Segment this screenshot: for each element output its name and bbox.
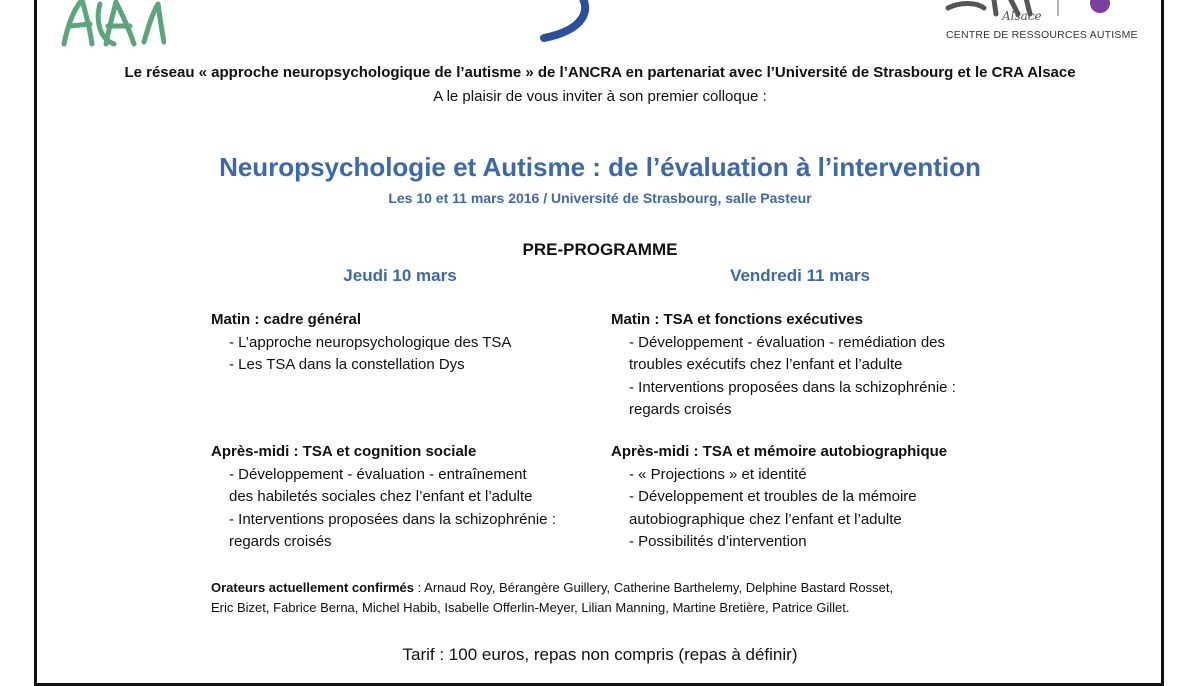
session-item: - Interventions proposées dans la schizophrénie : [629,378,956,396]
session-item: - Développement - évaluation - entraînement [229,465,527,483]
intro-line-2: A le plaisir de vous inviter à son premier colloque : [433,88,767,105]
day-heading-friday: Vendredi 11 mars [730,266,870,285]
session-item: - L’approche neuropsychologique des TSA [229,333,512,351]
university-logo [540,0,600,46]
logo-word: Alsace [1002,9,1042,23]
friday-afternoon-block [611,441,947,554]
session-heading: Matin : cadre général [211,311,362,328]
thursday-morning-block [211,309,511,377]
session-item: autobiographique chez l’enfant et l’adulte [629,510,902,528]
session-item: des habiletés sociales chez l’enfant et l’adulte [229,488,533,505]
session-item: regards croisés [229,533,332,550]
speakers-paragraph [211,578,893,618]
cra-logo-caption: CENTRE DE RESSOURCES AUTISME [946,29,1138,41]
session-item: - Interventions proposées dans la schizophrénie : [229,510,556,528]
speakers-label: Orateurs actuellement confirmés [211,580,415,595]
event-title: Neuropsychologie et Autisme : de l’évaluation à l’intervention [219,152,981,182]
price-line: Tarif : 100 euros, repas non compris (repas à définir) [402,645,798,664]
session-heading: Après-midi : TSA et mémoire autobiographique [611,443,948,460]
session-item: - Possibilités d’intervention [629,533,807,550]
session-heading: Matin : TSA et fonctions exécutives [611,311,863,328]
day-heading-thursday: Jeudi 10 mars [343,266,457,285]
thursday-afternoon-block [211,441,556,554]
preprogramme-heading: PRE-PROGRAMME [522,240,678,259]
session-item: regards croisés [629,401,732,418]
session-item: - Développement et troubles de la mémoire [629,488,917,505]
ancra-logo [56,0,166,54]
session-item: - Les TSA dans la constellation Dys [229,356,465,373]
speakers-line-2: Eric Bizet, Fabrice Berna, Michel Habib, Isabelle Offerlin-Meyer, Lilian Manning, Martine Bretière, Patrice Gillet. [211,600,850,615]
session-item: - « Projections » et identité [629,465,807,483]
speakers-line-1: : Arnaud Roy, Bérangère Guillery, Catherine Barthelemy, Delphine Bastard Rosset, [414,580,894,595]
session-item: - Développement - évaluation - remédiation des [629,333,946,351]
event-subtitle: Les 10 et 11 mars 2016 / Université de Strasbourg, salle Pasteur [388,190,812,206]
session-item: troubles exécutifs chez l’enfant et l’adulte [629,356,903,373]
intro-line-1: Le réseau « approche neuropsychologique de l’autisme » de l’ANCRA en partenariat avec l’Université de Strasbourg et le CRA Alsace [124,64,1076,81]
friday-morning-block [611,309,956,422]
session-heading: Après-midi : TSA et cognition sociale [211,443,477,460]
